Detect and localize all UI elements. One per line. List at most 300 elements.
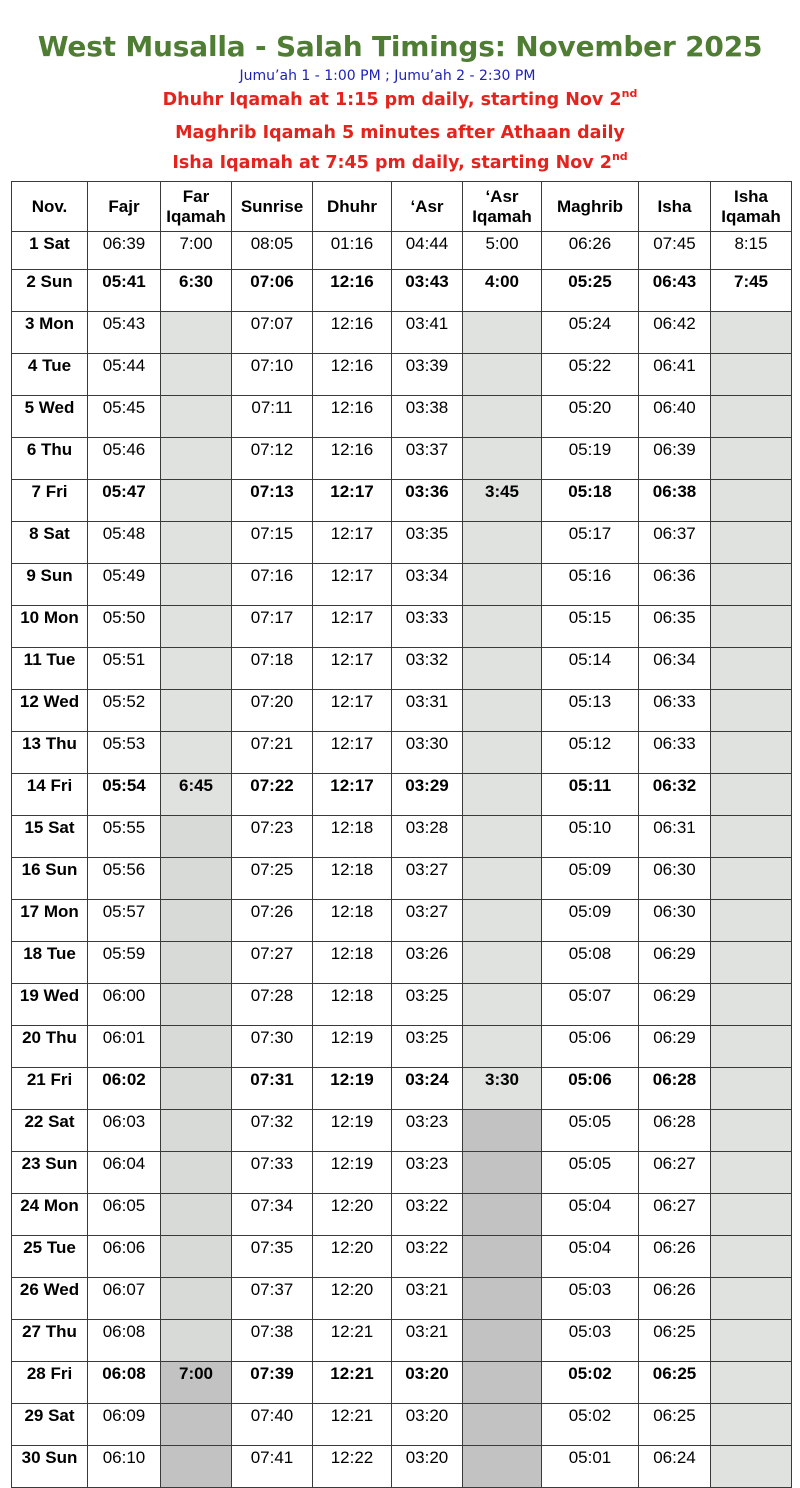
cell-dhuhr: 12:20	[313, 1236, 392, 1278]
cell-maghrib: 05:05	[542, 1152, 639, 1194]
note-superscript: nd	[621, 87, 638, 100]
cell-isha-iqamah	[711, 1320, 792, 1362]
isha-iqamah-note	[0, 150, 800, 173]
table-row	[12, 1194, 792, 1236]
cell-asr: 03:20	[392, 1446, 463, 1488]
cell-sunrise: 07:37	[232, 1278, 313, 1320]
cell-asr: 03:35	[392, 522, 463, 564]
cell-fajr-iqamah	[161, 1194, 232, 1236]
cell-isha: 06:30	[639, 900, 711, 942]
cell-asr-iqamah: 4:00	[463, 270, 542, 312]
cell-dhuhr: 12:17	[313, 522, 392, 564]
cell-maghrib: 05:24	[542, 312, 639, 354]
cell-sunrise: 07:21	[232, 732, 313, 774]
cell-day: 20 Thu	[12, 1026, 88, 1068]
table-row	[12, 1068, 792, 1110]
cell-fajr-iqamah: 7:00	[161, 232, 232, 270]
cell-maghrib: 05:22	[542, 354, 639, 396]
cell-isha-iqamah	[711, 1236, 792, 1278]
cell-isha-iqamah	[711, 1110, 792, 1152]
cell-day: 28 Fri	[12, 1362, 88, 1404]
cell-maghrib: 05:14	[542, 648, 639, 690]
cell-isha: 06:37	[639, 522, 711, 564]
cell-maghrib: 05:19	[542, 438, 639, 480]
cell-day: 5 Wed	[12, 396, 88, 438]
cell-asr: 03:34	[392, 564, 463, 606]
cell-asr: 03:28	[392, 816, 463, 858]
cell-day: 23 Sun	[12, 1152, 88, 1194]
cell-sunrise: 07:30	[232, 1026, 313, 1068]
cell-fajr-iqamah	[161, 1068, 232, 1110]
table-row	[12, 1404, 792, 1446]
cell-dhuhr: 12:16	[313, 354, 392, 396]
cell-asr: 03:21	[392, 1320, 463, 1362]
cell-day: 24 Mon	[12, 1194, 88, 1236]
table-row	[12, 1446, 792, 1488]
table-row	[12, 690, 792, 732]
cell-asr: 03:24	[392, 1068, 463, 1110]
cell-fajr: 05:41	[88, 270, 161, 312]
cell-sunrise: 07:11	[232, 396, 313, 438]
cell-sunrise: 07:34	[232, 1194, 313, 1236]
cell-maghrib: 05:03	[542, 1320, 639, 1362]
cell-asr: 03:21	[392, 1278, 463, 1320]
cell-asr: 03:32	[392, 648, 463, 690]
cell-isha: 06:29	[639, 1026, 711, 1068]
cell-fajr: 05:51	[88, 648, 161, 690]
cell-isha: 06:30	[639, 858, 711, 900]
cell-isha: 06:32	[639, 774, 711, 816]
cell-maghrib: 05:15	[542, 606, 639, 648]
cell-day: 11 Tue	[12, 648, 88, 690]
table-row	[12, 232, 792, 270]
cell-asr-iqamah	[463, 690, 542, 732]
cell-asr: 03:31	[392, 690, 463, 732]
cell-fajr: 05:46	[88, 438, 161, 480]
col-header-sunrise: Sunrise	[232, 182, 313, 232]
table-row	[12, 1362, 792, 1404]
cell-isha-iqamah	[711, 774, 792, 816]
cell-day: 6 Thu	[12, 438, 88, 480]
cell-maghrib: 05:12	[542, 732, 639, 774]
cell-dhuhr: 12:18	[313, 984, 392, 1026]
cell-fajr-iqamah: 6:45	[161, 774, 232, 816]
cell-fajr: 06:39	[88, 232, 161, 270]
cell-fajr: 05:45	[88, 396, 161, 438]
note-superscript: nd	[611, 150, 628, 163]
cell-fajr: 05:52	[88, 690, 161, 732]
cell-asr: 03:20	[392, 1362, 463, 1404]
cell-isha: 06:29	[639, 942, 711, 984]
cell-dhuhr: 12:18	[313, 900, 392, 942]
cell-asr-iqamah	[463, 1278, 542, 1320]
cell-dhuhr: 12:17	[313, 648, 392, 690]
cell-dhuhr: 12:16	[313, 396, 392, 438]
cell-isha: 06:26	[639, 1236, 711, 1278]
cell-dhuhr: 12:16	[313, 438, 392, 480]
cell-maghrib: 05:25	[542, 270, 639, 312]
cell-fajr: 05:59	[88, 942, 161, 984]
cell-day: 15 Sat	[12, 816, 88, 858]
table-row	[12, 1152, 792, 1194]
cell-fajr: 05:53	[88, 732, 161, 774]
cell-isha: 06:31	[639, 816, 711, 858]
cell-maghrib: 05:06	[542, 1026, 639, 1068]
cell-asr-iqamah	[463, 942, 542, 984]
cell-asr-iqamah	[463, 648, 542, 690]
cell-day: 22 Sat	[12, 1110, 88, 1152]
cell-maghrib: 05:04	[542, 1236, 639, 1278]
col-header-asr-iqamah: ‘Asr Iqamah	[463, 182, 542, 232]
timetable-body	[12, 232, 792, 1488]
cell-isha: 06:25	[639, 1404, 711, 1446]
table-row	[12, 1320, 792, 1362]
cell-sunrise: 07:38	[232, 1320, 313, 1362]
cell-dhuhr: 12:19	[313, 1068, 392, 1110]
cell-asr: 03:26	[392, 942, 463, 984]
table-row	[12, 480, 792, 522]
cell-dhuhr: 12:22	[313, 1446, 392, 1488]
cell-isha: 06:28	[639, 1110, 711, 1152]
cell-asr: 03:23	[392, 1110, 463, 1152]
cell-isha: 06:27	[639, 1194, 711, 1236]
cell-isha-iqamah	[711, 1362, 792, 1404]
cell-isha: 06:25	[639, 1320, 711, 1362]
cell-day: 19 Wed	[12, 984, 88, 1026]
col-header-fajr: Fajr	[88, 182, 161, 232]
cell-fajr: 06:02	[88, 1068, 161, 1110]
cell-maghrib: 05:20	[542, 396, 639, 438]
cell-day: 27 Thu	[12, 1320, 88, 1362]
page-title: West Musalla - Salah Timings: November 2025	[37, 30, 763, 63]
cell-isha-iqamah: 8:15	[711, 232, 792, 270]
note-text: Isha Iqamah at 7:45 pm daily, starting Nov 2	[172, 153, 612, 173]
cell-fajr: 05:48	[88, 522, 161, 564]
cell-isha: 06:35	[639, 606, 711, 648]
cell-dhuhr: 12:17	[313, 690, 392, 732]
table-row	[12, 270, 792, 312]
cell-maghrib: 05:03	[542, 1278, 639, 1320]
cell-fajr: 06:01	[88, 1026, 161, 1068]
cell-fajr: 05:56	[88, 858, 161, 900]
cell-asr: 03:33	[392, 606, 463, 648]
cell-sunrise: 07:39	[232, 1362, 313, 1404]
cell-fajr-iqamah	[161, 648, 232, 690]
cell-isha-iqamah	[711, 1404, 792, 1446]
cell-fajr-iqamah	[161, 396, 232, 438]
cell-maghrib: 05:17	[542, 522, 639, 564]
cell-fajr: 06:06	[88, 1236, 161, 1278]
cell-isha: 06:39	[639, 438, 711, 480]
cell-day: 1 Sat	[12, 232, 88, 270]
cell-sunrise: 07:12	[232, 438, 313, 480]
cell-isha-iqamah	[711, 312, 792, 354]
table-row	[12, 354, 792, 396]
cell-fajr: 05:49	[88, 564, 161, 606]
cell-sunrise: 07:06	[232, 270, 313, 312]
cell-asr-iqamah	[463, 1362, 542, 1404]
cell-sunrise: 07:27	[232, 942, 313, 984]
cell-fajr-iqamah	[161, 984, 232, 1026]
table-row	[12, 312, 792, 354]
cell-sunrise: 07:07	[232, 312, 313, 354]
table-row	[12, 984, 792, 1026]
table-row	[12, 1278, 792, 1320]
cell-isha: 06:28	[639, 1068, 711, 1110]
cell-isha: 06:27	[639, 1152, 711, 1194]
cell-asr-iqamah	[463, 816, 542, 858]
table-row	[12, 774, 792, 816]
cell-day: 10 Mon	[12, 606, 88, 648]
cell-fajr-iqamah	[161, 1110, 232, 1152]
cell-asr-iqamah	[463, 1194, 542, 1236]
cell-dhuhr: 12:21	[313, 1362, 392, 1404]
cell-isha-iqamah	[711, 1278, 792, 1320]
cell-sunrise: 07:40	[232, 1404, 313, 1446]
cell-fajr: 06:07	[88, 1278, 161, 1320]
cell-maghrib: 05:01	[542, 1446, 639, 1488]
cell-asr-iqamah	[463, 522, 542, 564]
cell-maghrib: 05:10	[542, 816, 639, 858]
cell-asr: 03:25	[392, 1026, 463, 1068]
cell-dhuhr: 12:16	[313, 312, 392, 354]
table-row	[12, 900, 792, 942]
cell-sunrise: 07:15	[232, 522, 313, 564]
col-header-dhuhr: Dhuhr	[313, 182, 392, 232]
cell-fajr-iqamah	[161, 900, 232, 942]
cell-dhuhr: 12:18	[313, 942, 392, 984]
cell-isha: 06:33	[639, 690, 711, 732]
cell-isha-iqamah	[711, 816, 792, 858]
cell-fajr-iqamah: 7:00	[161, 1362, 232, 1404]
cell-dhuhr: 12:18	[313, 816, 392, 858]
cell-day: 16 Sun	[12, 858, 88, 900]
cell-sunrise: 07:10	[232, 354, 313, 396]
cell-isha-iqamah	[711, 984, 792, 1026]
cell-isha-iqamah	[711, 480, 792, 522]
cell-isha-iqamah	[711, 690, 792, 732]
col-header-day: Nov.	[12, 182, 88, 232]
cell-asr: 03:25	[392, 984, 463, 1026]
cell-isha: 06:36	[639, 564, 711, 606]
cell-dhuhr: 12:21	[313, 1404, 392, 1446]
note-text: Dhuhr Iqamah at 1:15 pm daily, starting Nov 2	[162, 90, 622, 110]
cell-fajr-iqamah	[161, 606, 232, 648]
table-row	[12, 564, 792, 606]
cell-isha: 06:34	[639, 648, 711, 690]
cell-fajr: 06:08	[88, 1362, 161, 1404]
cell-isha: 06:43	[639, 270, 711, 312]
cell-asr: 03:37	[392, 438, 463, 480]
cell-asr: 03:27	[392, 900, 463, 942]
header-row	[12, 182, 792, 232]
cell-fajr-iqamah	[161, 858, 232, 900]
cell-asr-iqamah: 3:30	[463, 1068, 542, 1110]
cell-sunrise: 07:13	[232, 480, 313, 522]
cell-asr-iqamah	[463, 1320, 542, 1362]
cell-dhuhr: 12:17	[313, 480, 392, 522]
cell-fajr-iqamah	[161, 312, 232, 354]
cell-sunrise: 07:16	[232, 564, 313, 606]
cell-asr: 03:23	[392, 1152, 463, 1194]
cell-asr-iqamah	[463, 312, 542, 354]
cell-fajr: 05:57	[88, 900, 161, 942]
cell-asr: 03:30	[392, 732, 463, 774]
cell-isha-iqamah	[711, 900, 792, 942]
cell-isha-iqamah	[711, 564, 792, 606]
cell-asr-iqamah	[463, 1152, 542, 1194]
cell-sunrise: 07:41	[232, 1446, 313, 1488]
cell-fajr: 05:43	[88, 312, 161, 354]
cell-fajr-iqamah	[161, 816, 232, 858]
cell-asr-iqamah	[463, 1404, 542, 1446]
table-row	[12, 396, 792, 438]
cell-maghrib: 05:13	[542, 690, 639, 732]
jumuah-times: Jumu’ah 1 - 1:00 PM ; Jumu’ah 2 - 2:30 PM	[239, 68, 536, 84]
cell-maghrib: 05:02	[542, 1362, 639, 1404]
cell-sunrise: 07:32	[232, 1110, 313, 1152]
cell-day: 8 Sat	[12, 522, 88, 564]
cell-isha-iqamah	[711, 1152, 792, 1194]
cell-isha-iqamah	[711, 1026, 792, 1068]
cell-isha: 06:40	[639, 396, 711, 438]
cell-asr-iqamah	[463, 900, 542, 942]
cell-isha: 06:42	[639, 312, 711, 354]
salah-timetable	[11, 181, 792, 1488]
cell-dhuhr: 12:21	[313, 1320, 392, 1362]
cell-asr-iqamah	[463, 1236, 542, 1278]
cell-isha-iqamah	[711, 354, 792, 396]
cell-sunrise: 07:28	[232, 984, 313, 1026]
cell-day: 3 Mon	[12, 312, 88, 354]
cell-asr: 03:39	[392, 354, 463, 396]
cell-asr-iqamah	[463, 606, 542, 648]
cell-asr-iqamah	[463, 354, 542, 396]
cell-sunrise: 07:25	[232, 858, 313, 900]
cell-asr-iqamah	[463, 438, 542, 480]
table-row	[12, 1110, 792, 1152]
cell-asr: 03:27	[392, 858, 463, 900]
cell-day: 12 Wed	[12, 690, 88, 732]
cell-isha-iqamah	[711, 732, 792, 774]
cell-maghrib: 05:06	[542, 1068, 639, 1110]
cell-fajr-iqamah: 6:30	[161, 270, 232, 312]
cell-dhuhr: 12:18	[313, 858, 392, 900]
cell-fajr: 05:44	[88, 354, 161, 396]
col-header-asr: ‘Asr	[392, 182, 463, 232]
cell-fajr: 06:04	[88, 1152, 161, 1194]
cell-sunrise: 07:22	[232, 774, 313, 816]
cell-asr-iqamah	[463, 1446, 542, 1488]
cell-day: 14 Fri	[12, 774, 88, 816]
cell-fajr-iqamah	[161, 1320, 232, 1362]
table-row	[12, 648, 792, 690]
cell-asr-iqamah: 5:00	[463, 232, 542, 270]
cell-asr: 03:43	[392, 270, 463, 312]
cell-day: 30 Sun	[12, 1446, 88, 1488]
cell-fajr: 06:10	[88, 1446, 161, 1488]
table-row	[12, 942, 792, 984]
cell-sunrise: 07:35	[232, 1236, 313, 1278]
cell-asr: 03:29	[392, 774, 463, 816]
table-row	[12, 606, 792, 648]
cell-fajr-iqamah	[161, 732, 232, 774]
cell-asr-iqamah	[463, 564, 542, 606]
cell-fajr-iqamah	[161, 1404, 232, 1446]
cell-isha: 06:33	[639, 732, 711, 774]
cell-asr: 03:41	[392, 312, 463, 354]
cell-asr-iqamah	[463, 774, 542, 816]
cell-asr-iqamah: 3:45	[463, 480, 542, 522]
cell-fajr-iqamah	[161, 690, 232, 732]
cell-sunrise: 07:20	[232, 690, 313, 732]
maghrib-iqamah-note	[0, 123, 800, 143]
cell-asr: 03:22	[392, 1236, 463, 1278]
dhuhr-iqamah-note	[0, 87, 800, 110]
cell-isha-iqamah	[711, 942, 792, 984]
cell-sunrise: 07:33	[232, 1152, 313, 1194]
cell-fajr-iqamah	[161, 1236, 232, 1278]
cell-isha: 06:29	[639, 984, 711, 1026]
table-row	[12, 438, 792, 480]
cell-asr: 03:22	[392, 1194, 463, 1236]
cell-asr: 04:44	[392, 232, 463, 270]
table-row	[12, 1026, 792, 1068]
cell-dhuhr: 12:19	[313, 1026, 392, 1068]
cell-maghrib: 05:11	[542, 774, 639, 816]
table-row	[12, 816, 792, 858]
cell-day: 18 Tue	[12, 942, 88, 984]
cell-isha: 07:45	[639, 232, 711, 270]
col-header-isha: Isha	[639, 182, 711, 232]
cell-dhuhr: 01:16	[313, 232, 392, 270]
cell-maghrib: 05:09	[542, 858, 639, 900]
cell-maghrib: 05:07	[542, 984, 639, 1026]
cell-isha-iqamah	[711, 522, 792, 564]
cell-asr-iqamah	[463, 1026, 542, 1068]
cell-sunrise: 08:05	[232, 232, 313, 270]
cell-asr-iqamah	[463, 396, 542, 438]
cell-maghrib: 05:04	[542, 1194, 639, 1236]
note-text: Maghrib Iqamah 5 minutes after Athaan daily	[175, 123, 625, 143]
cell-isha-iqamah	[711, 858, 792, 900]
cell-isha-iqamah	[711, 438, 792, 480]
cell-sunrise: 07:31	[232, 1068, 313, 1110]
cell-fajr: 06:03	[88, 1110, 161, 1152]
cell-sunrise: 07:23	[232, 816, 313, 858]
cell-maghrib: 05:16	[542, 564, 639, 606]
cell-sunrise: 07:18	[232, 648, 313, 690]
cell-asr-iqamah	[463, 1110, 542, 1152]
cell-sunrise: 07:26	[232, 900, 313, 942]
cell-isha-iqamah	[711, 1194, 792, 1236]
cell-asr-iqamah	[463, 858, 542, 900]
table-row	[12, 522, 792, 564]
cell-asr: 03:36	[392, 480, 463, 522]
cell-dhuhr: 12:16	[313, 270, 392, 312]
cell-isha: 06:26	[639, 1278, 711, 1320]
cell-asr: 03:38	[392, 396, 463, 438]
cell-isha-iqamah	[711, 396, 792, 438]
cell-dhuhr: 12:17	[313, 774, 392, 816]
cell-isha-iqamah: 7:45	[711, 270, 792, 312]
cell-day: 26 Wed	[12, 1278, 88, 1320]
cell-isha: 06:41	[639, 354, 711, 396]
cell-dhuhr: 12:20	[313, 1278, 392, 1320]
cell-day: 13 Thu	[12, 732, 88, 774]
cell-fajr-iqamah	[161, 1446, 232, 1488]
cell-asr: 03:20	[392, 1404, 463, 1446]
